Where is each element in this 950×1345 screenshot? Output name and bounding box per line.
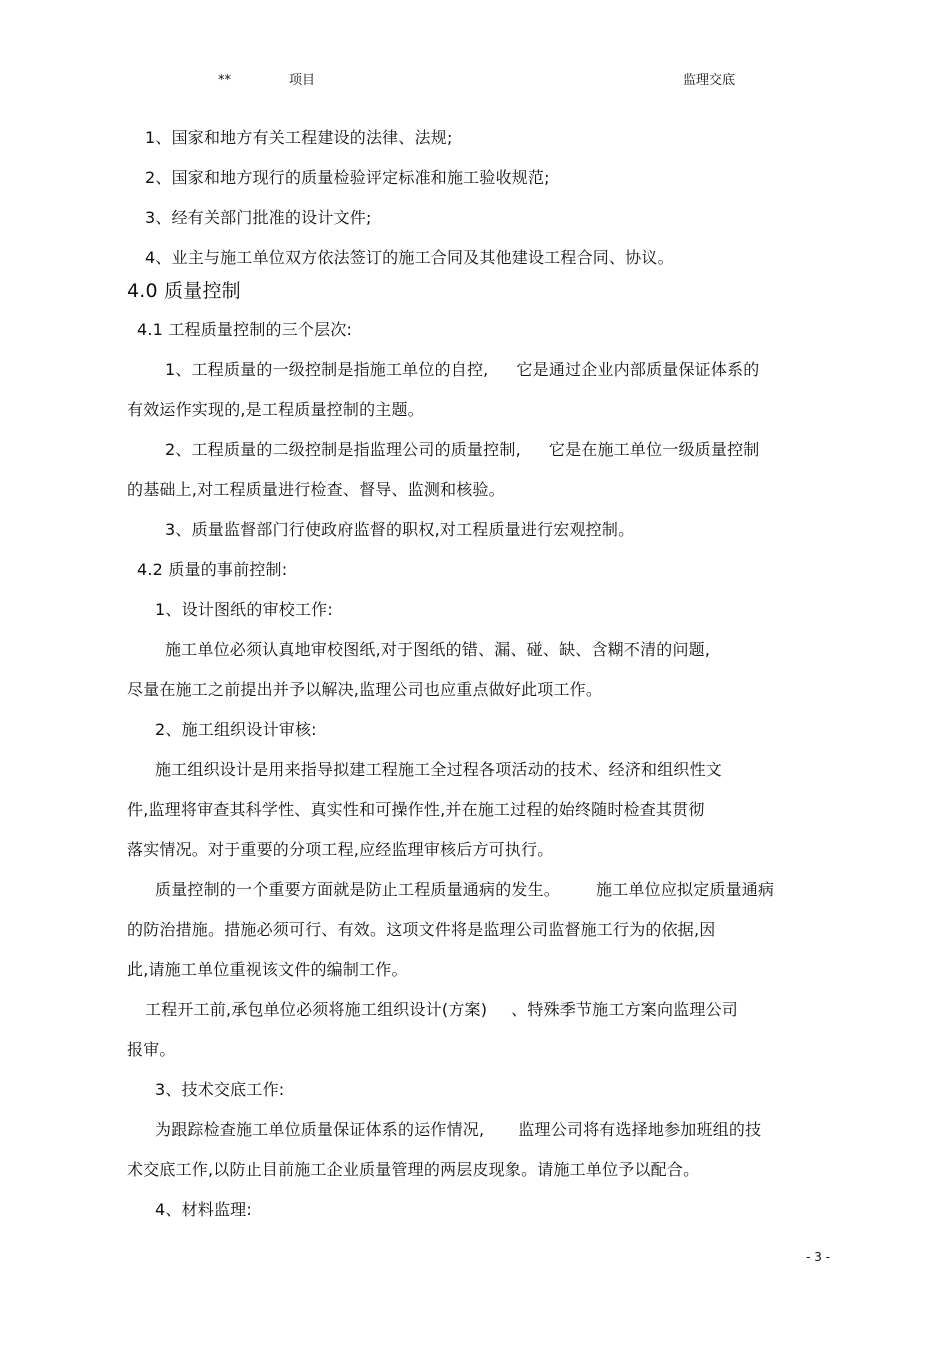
paragraph-line: 的基础上,对工程质量进行检查、督导、监测和核验。 bbox=[127, 480, 505, 499]
paragraph-line: 工程开工前,承包单位必须将施工组织设计(方案) 、特殊季节施工方案向监理公司 bbox=[145, 1000, 738, 1019]
paragraph-line: 件,监理将审查其科学性、真实性和可操作性,并在施工过程的始终随时检查其贯彻 bbox=[127, 800, 705, 819]
paragraph-line: 有效运作实现的,是工程质量控制的主题。 bbox=[127, 400, 424, 419]
page-number: - 3 - bbox=[806, 1250, 830, 1264]
item-heading: 1、设计图纸的审校工作: bbox=[155, 600, 333, 619]
paragraph-line: 2、工程质量的二级控制是指监理公司的质量控制, 它是在施工单位一级质量控制 bbox=[165, 440, 760, 459]
section-heading: 4.0 质量控制 bbox=[127, 280, 241, 302]
header-stars: ** bbox=[218, 73, 231, 88]
subsection-4-2-heading: 4.2 质量的事前控制: bbox=[137, 560, 288, 579]
basis-item-4: 4、业主与施工单位双方依法签订的施工合同及其他建设工程合同、协议。 bbox=[145, 248, 674, 267]
item-heading: 4、材料监理: bbox=[155, 1200, 252, 1219]
basis-item-2: 2、国家和地方现行的质量检验评定标准和施工验收规范; bbox=[145, 168, 550, 187]
basis-item-3: 3、经有关部门批准的设计文件; bbox=[145, 208, 372, 227]
paragraph-line: 施工单位必须认真地审校图纸,对于图纸的错、漏、碰、缺、含糊不清的问题, bbox=[165, 640, 711, 659]
header-title: 监理交底 bbox=[683, 73, 736, 88]
basis-item-1: 1、国家和地方有关工程建设的法律、法规; bbox=[145, 128, 453, 147]
paragraph-line: 此,请施工单位重视该文件的编制工作。 bbox=[127, 960, 408, 979]
paragraph-line: 1、工程质量的一级控制是指施工单位的自控, 它是通过企业内部质量保证体系的 bbox=[165, 360, 760, 379]
paragraph-line: 施工组织设计是用来指导拟建工程施工全过程各项活动的技术、经济和组织性文 bbox=[155, 760, 723, 779]
item-heading: 3、技术交底工作: bbox=[155, 1080, 285, 1099]
paragraph-line: 为跟踪检查施工单位质量保证体系的运作情况, 监理公司将有选择地参加班组的技 bbox=[155, 1120, 762, 1139]
paragraph-line: 报审。 bbox=[127, 1040, 176, 1059]
paragraph-line: 质量控制的一个重要方面就是防止工程质量通病的发生。 施工单位应拟定质量通病 bbox=[155, 880, 775, 899]
paragraph-line: 落实情况。对于重要的分项工程,应经监理审核后方可执行。 bbox=[127, 840, 554, 859]
paragraph-line: 尽量在施工之前提出并予以解决,监理公司也应重点做好此项工作。 bbox=[127, 680, 603, 699]
paragraph-line: 术交底工作,以防止目前施工企业质量管理的两层皮现象。请施工单位予以配合。 bbox=[127, 1160, 700, 1179]
subsection-4-1-heading: 4.1 工程质量控制的三个层次: bbox=[137, 320, 353, 339]
item-heading: 2、施工组织设计审核: bbox=[155, 720, 317, 739]
paragraph-line: 3、质量监督部门行使政府监督的职权,对工程质量进行宏观控制。 bbox=[165, 520, 635, 539]
paragraph-line: 的防治措施。措施必须可行、有效。这项文件将是监理公司监督施工行为的依据,因 bbox=[127, 920, 716, 939]
header-project: 项目 bbox=[289, 73, 316, 88]
